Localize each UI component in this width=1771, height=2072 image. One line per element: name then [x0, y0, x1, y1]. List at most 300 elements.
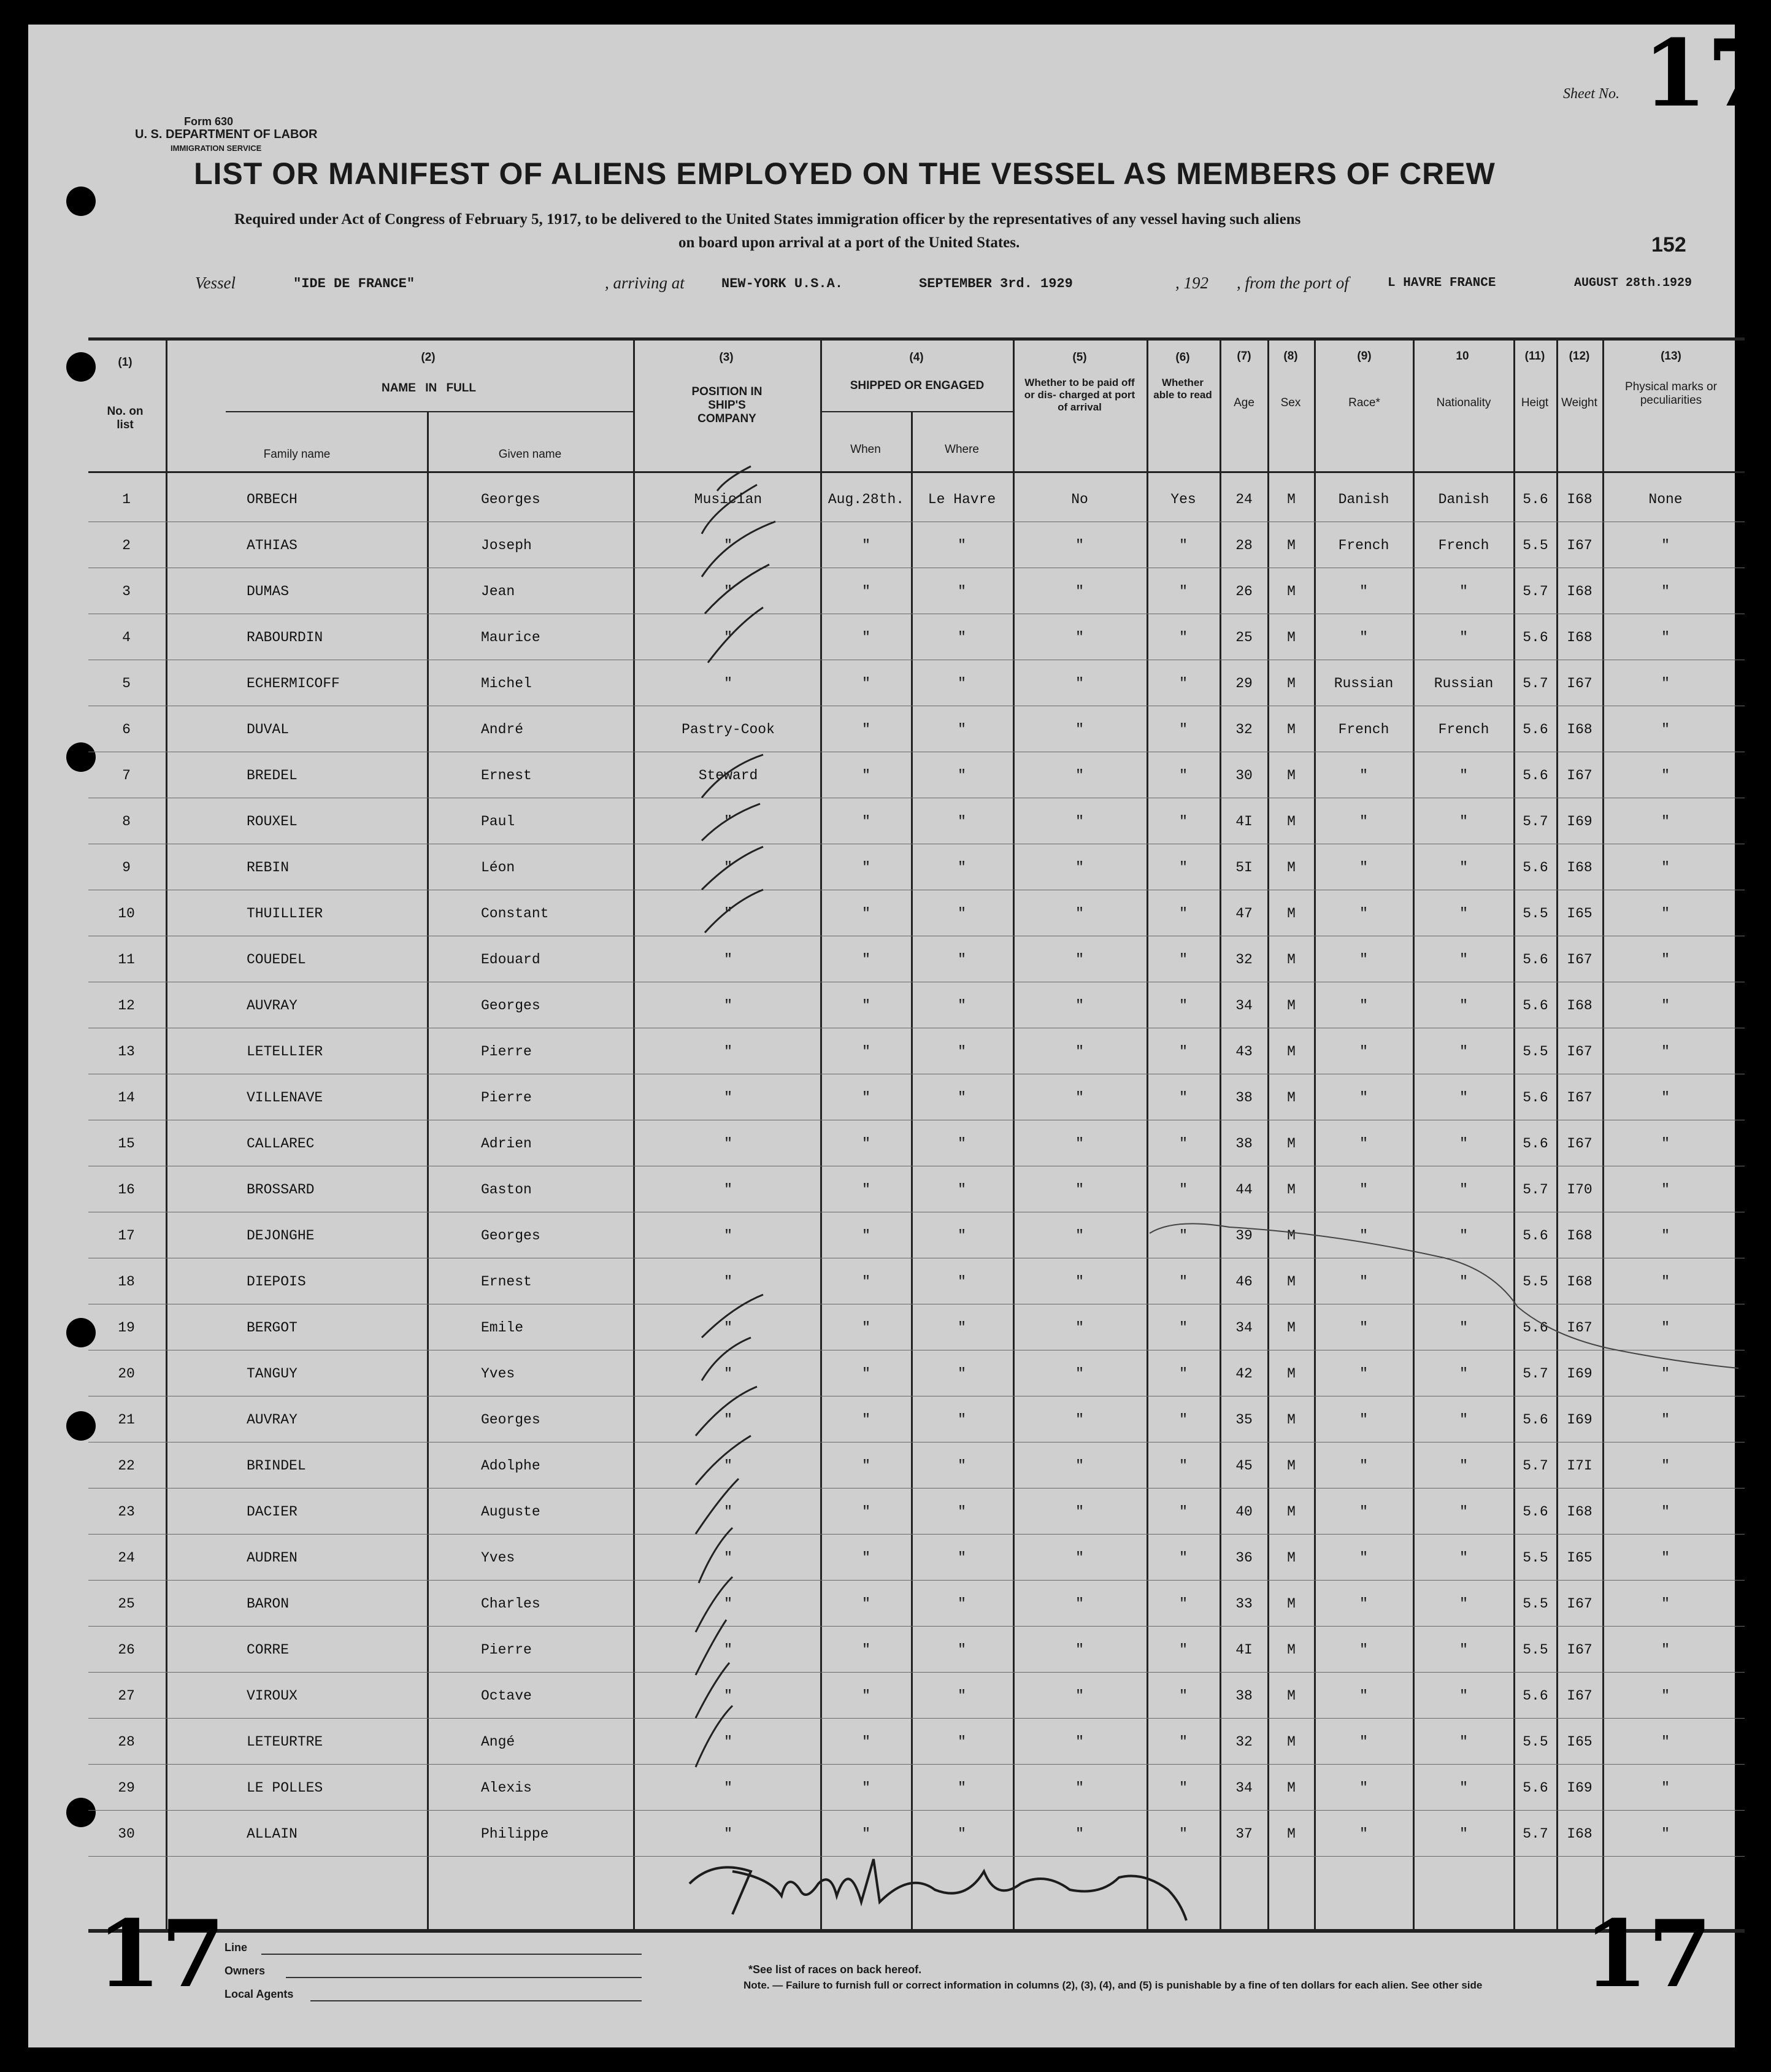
paid-off: ": [1075, 1412, 1084, 1428]
row-number: 23: [118, 1504, 135, 1520]
position: Pastry-Cook: [682, 722, 775, 738]
able-to-read: ": [1179, 1044, 1188, 1060]
position: ": [724, 1044, 732, 1060]
sex: M: [1287, 676, 1296, 691]
shipped-where: ": [958, 860, 966, 876]
nationality: ": [1459, 906, 1468, 922]
given-name: Constant: [481, 906, 549, 922]
position: ": [724, 1182, 732, 1198]
physical-marks: ": [1661, 1182, 1670, 1198]
able-to-read: ": [1179, 1596, 1188, 1612]
physical-marks: ": [1661, 1780, 1670, 1796]
paid-off: ": [1075, 1136, 1084, 1152]
given-name: Adolphe: [481, 1458, 540, 1474]
height: 5.5: [1523, 1734, 1548, 1750]
race: ": [1359, 1642, 1368, 1658]
able-to-read: ": [1179, 583, 1188, 599]
age: 38: [1235, 1136, 1253, 1152]
race: ": [1359, 1826, 1368, 1842]
age: 4I: [1235, 814, 1253, 830]
shipped-where: Le Havre: [928, 491, 996, 507]
able-to-read: ": [1179, 1734, 1188, 1750]
able-to-read: ": [1179, 1090, 1188, 1106]
shipped-when: ": [862, 998, 870, 1014]
shipped-when: ": [862, 1504, 870, 1520]
family-name: AUVRAY: [247, 1412, 298, 1428]
paid-off: ": [1075, 1596, 1084, 1612]
sex: M: [1287, 1182, 1296, 1198]
col2a-header: Family name: [263, 448, 331, 461]
physical-marks: ": [1661, 1320, 1670, 1336]
physical-marks: ": [1661, 906, 1670, 922]
age: 4I: [1235, 1642, 1253, 1658]
paid-off: ": [1075, 1642, 1084, 1658]
shipped-when: ": [862, 1366, 870, 1382]
height: 5.7: [1523, 1366, 1548, 1382]
physical-marks: ": [1661, 1090, 1670, 1106]
paid-off: ": [1075, 1182, 1084, 1198]
age: 32: [1235, 1734, 1253, 1750]
able-to-read: ": [1179, 998, 1188, 1014]
sex: M: [1287, 906, 1296, 922]
col9-number: (9): [1357, 350, 1372, 363]
nationality: French: [1438, 537, 1489, 553]
col1-number: (1): [118, 356, 133, 369]
family-name: AUDREN: [247, 1550, 298, 1566]
shipped-when: ": [862, 1734, 870, 1750]
physical-marks: ": [1661, 1228, 1670, 1244]
race: ": [1359, 1228, 1368, 1244]
shipped-where: ": [958, 906, 966, 922]
height: 5.5: [1523, 1596, 1548, 1612]
sex: M: [1287, 583, 1296, 599]
given-name: Emile: [481, 1320, 524, 1336]
given-name: Georges: [481, 491, 540, 507]
weight: I68: [1567, 998, 1592, 1014]
family-name: ECHERMICOFF: [247, 676, 340, 691]
col11-header: Heigt: [1521, 396, 1549, 409]
given-name: Maurice: [481, 630, 540, 645]
col10-header: Nationality: [1436, 396, 1491, 409]
sex: M: [1287, 1504, 1296, 1520]
paid-off: ": [1075, 722, 1084, 738]
shipped-when: ": [862, 1044, 870, 1060]
position: ": [724, 1596, 732, 1612]
row-number: 9: [122, 860, 131, 876]
physical-marks: ": [1661, 1826, 1670, 1842]
age: 47: [1235, 906, 1253, 922]
age: 42: [1235, 1366, 1253, 1382]
row-number: 28: [118, 1734, 135, 1750]
paid-off: ": [1075, 537, 1084, 553]
shipped-where: ": [958, 1596, 966, 1612]
paid-off: ": [1075, 952, 1084, 968]
position: ": [724, 1688, 732, 1704]
nationality: ": [1459, 1090, 1468, 1106]
year-suffix: , 192: [1175, 274, 1208, 292]
shipped-when: ": [862, 1642, 870, 1658]
row-number: 14: [118, 1090, 135, 1106]
owners-label: Owners: [225, 1965, 266, 1977]
physical-marks: None: [1648, 491, 1683, 507]
family-name: LE POLLES: [247, 1780, 323, 1796]
shipped-where: ": [958, 1136, 966, 1152]
weight: I70: [1567, 1182, 1592, 1198]
weight: I7I: [1567, 1458, 1592, 1474]
physical-marks: ": [1661, 1596, 1670, 1612]
paid-off: ": [1075, 1228, 1084, 1244]
race: ": [1359, 1596, 1368, 1612]
height: 5.5: [1523, 1550, 1548, 1566]
page-number: 152: [1651, 233, 1686, 256]
col3-header: POSITION IN SHIP'S COMPANY: [691, 385, 763, 425]
age: 43: [1235, 1044, 1253, 1060]
age: 34: [1235, 998, 1253, 1014]
family-name: BERGOT: [247, 1320, 298, 1336]
height: 5.5: [1523, 906, 1548, 922]
nationality: ": [1459, 998, 1468, 1014]
nationality: Russian: [1434, 676, 1494, 691]
weight: I68: [1567, 1826, 1592, 1842]
sheet-label: Sheet No.: [1563, 86, 1619, 102]
col4a-header: When: [850, 443, 881, 456]
paid-off: ": [1075, 1458, 1084, 1474]
weight: I67: [1567, 537, 1592, 553]
weight: I68: [1567, 583, 1592, 599]
shipped-where: ": [958, 1182, 966, 1198]
row-number: 20: [118, 1366, 135, 1382]
col5-header: Whether to be paid off or dis- charged at port of arrival: [1024, 377, 1135, 413]
age: 39: [1235, 1228, 1253, 1244]
row-rule: [88, 1626, 1745, 1627]
given-name: Michel: [481, 676, 532, 691]
race: ": [1359, 1734, 1368, 1750]
shipped-where: ": [958, 722, 966, 738]
able-to-read: ": [1179, 1458, 1188, 1474]
paid-off: ": [1075, 1550, 1084, 1566]
position: ": [724, 537, 732, 553]
shipped-where: ": [958, 952, 966, 968]
paid-off: ": [1075, 906, 1084, 922]
sex: M: [1287, 1780, 1296, 1796]
physical-marks: ": [1661, 1412, 1670, 1428]
col4-header: SHIPPED OR ENGAGED: [850, 379, 985, 392]
height: 5.7: [1523, 1826, 1548, 1842]
height: 5.6: [1523, 1228, 1548, 1244]
sex: M: [1287, 722, 1296, 738]
race: ": [1359, 860, 1368, 876]
row-number: 11: [118, 952, 135, 968]
nationality: ": [1459, 1228, 1468, 1244]
family-name: DACIER: [247, 1504, 298, 1520]
physical-marks: ": [1661, 1274, 1670, 1290]
position: ": [724, 1550, 732, 1566]
nationality: French: [1438, 722, 1489, 738]
row-rule: [88, 1488, 1745, 1489]
shipped-when: ": [862, 906, 870, 922]
height: 5.7: [1523, 583, 1548, 599]
shipped-when: ": [862, 768, 870, 784]
shipped-where: ": [958, 1642, 966, 1658]
given-name: Yves: [481, 1550, 515, 1566]
nationality: ": [1459, 1596, 1468, 1612]
sex: M: [1287, 1826, 1296, 1842]
position: Steward: [698, 768, 758, 784]
weight: I67: [1567, 1688, 1592, 1704]
position: ": [724, 1228, 732, 1244]
row-number: 4: [122, 630, 131, 645]
family-name: RABOURDIN: [247, 630, 323, 645]
given-name: Gaston: [481, 1182, 532, 1198]
shipped-where: ": [958, 814, 966, 830]
race: ": [1359, 998, 1368, 1014]
shipped-where: ": [958, 630, 966, 645]
race: ": [1359, 1090, 1368, 1106]
nationality: ": [1459, 1136, 1468, 1152]
given-name: Auguste: [481, 1504, 540, 1520]
race: ": [1359, 768, 1368, 784]
shipped-where: ": [958, 1826, 966, 1842]
col8-number: (8): [1283, 350, 1298, 363]
department: U. S. DEPARTMENT OF LABOR: [135, 128, 318, 141]
height: 5.5: [1523, 1044, 1548, 1060]
row-number: 21: [118, 1412, 135, 1428]
col9-header: Race*: [1348, 396, 1380, 409]
age: 5I: [1235, 860, 1253, 876]
shipped-where: ": [958, 1688, 966, 1704]
race: ": [1359, 1182, 1368, 1198]
sex: M: [1287, 814, 1296, 830]
physical-marks: ": [1661, 1688, 1670, 1704]
col1-header: No. on list: [107, 405, 144, 431]
physical-marks: ": [1661, 1504, 1670, 1520]
sex: M: [1287, 1458, 1296, 1474]
sex: M: [1287, 1688, 1296, 1704]
family-name: DUMAS: [247, 583, 290, 599]
race: ": [1359, 814, 1368, 830]
able-to-read: ": [1179, 1780, 1188, 1796]
given-name: Pierre: [481, 1642, 532, 1658]
weight: I67: [1567, 1596, 1592, 1612]
shipped-when: ": [862, 1596, 870, 1612]
shipped-when: ": [862, 1458, 870, 1474]
age: 38: [1235, 1090, 1253, 1106]
arrival-date: SEPTEMBER 3rd. 1929: [919, 276, 1073, 291]
paid-off: ": [1075, 1826, 1084, 1842]
row-number: 29: [118, 1780, 135, 1796]
shipped-where: ": [958, 537, 966, 553]
position: ": [724, 1320, 732, 1336]
shipped-where: ": [958, 1274, 966, 1290]
position: ": [724, 1458, 732, 1474]
position: Musician: [694, 491, 763, 507]
shipped-where: ": [958, 1090, 966, 1106]
sex: M: [1287, 1320, 1296, 1336]
shipped-where: ": [958, 768, 966, 784]
physical-marks: ": [1661, 952, 1670, 968]
penalty-note: Note. — Failure to furnish full or correct information in columns (2), (3), (4), and (5) is punishable by a fine of ten dollars for each alien. See other side: [743, 1979, 1483, 1991]
shipped-where: ": [958, 1734, 966, 1750]
nationality: ": [1459, 768, 1468, 784]
sex: M: [1287, 1228, 1296, 1244]
crew-table: [88, 337, 1745, 1933]
position: ": [724, 906, 732, 922]
age: 29: [1235, 676, 1253, 691]
sex: M: [1287, 491, 1296, 507]
subtitle-line-2: on board upon arrival at a port of the United States.: [678, 234, 1020, 251]
weight: I67: [1567, 768, 1592, 784]
weight: I65: [1567, 906, 1592, 922]
weight: I67: [1567, 1090, 1592, 1106]
row-number: 1: [122, 491, 131, 507]
height: 5.6: [1523, 1688, 1548, 1704]
shipped-when: ": [862, 1228, 870, 1244]
shipped-when: ": [862, 1412, 870, 1428]
race: ": [1359, 630, 1368, 645]
physical-marks: ": [1661, 1136, 1670, 1152]
given-name: Adrien: [481, 1136, 532, 1152]
weight: I68: [1567, 491, 1592, 507]
shipped-when: ": [862, 1688, 870, 1704]
shipped-when: ": [862, 722, 870, 738]
able-to-read: ": [1179, 1412, 1188, 1428]
family-name: DIEPOIS: [247, 1274, 306, 1290]
sex: M: [1287, 1734, 1296, 1750]
line-label: Line: [225, 1941, 248, 1954]
physical-marks: ": [1661, 1734, 1670, 1750]
physical-marks: ": [1661, 1366, 1670, 1382]
weight: I67: [1567, 1136, 1592, 1152]
family-name: LETEURTRE: [247, 1734, 323, 1750]
able-to-read: ": [1179, 1642, 1188, 1658]
row-rule: [88, 1810, 1745, 1811]
able-to-read: ": [1179, 1504, 1188, 1520]
nationality: ": [1459, 860, 1468, 876]
manifest-page: [28, 20, 1771, 2047]
shipped-where: ": [958, 1228, 966, 1244]
arriving-label: , arriving at: [605, 274, 685, 292]
sheet-number: 17: [1643, 20, 1771, 128]
race: ": [1359, 1366, 1368, 1382]
able-to-read: ": [1179, 814, 1188, 830]
height: 5.7: [1523, 1182, 1548, 1198]
given-name: Pierre: [481, 1044, 532, 1060]
given-name: Georges: [481, 1412, 540, 1428]
position: ": [724, 998, 732, 1014]
given-name: Edouard: [481, 952, 540, 968]
paid-off: ": [1075, 768, 1084, 784]
age: 32: [1235, 722, 1253, 738]
position: ": [724, 1504, 732, 1520]
col3-number: (3): [719, 351, 734, 364]
paid-off: ": [1075, 1044, 1084, 1060]
position: ": [724, 676, 732, 691]
nationality: ": [1459, 1458, 1468, 1474]
weight: I68: [1567, 722, 1592, 738]
row-number: 19: [118, 1320, 135, 1336]
age: 37: [1235, 1826, 1253, 1842]
family-name: BREDEL: [247, 768, 298, 784]
subtitle-line-1: Required under Act of Congress of February 5, 1917, to be delivered to the United States immigration officer by the representatives of any vessel having such aliens: [234, 211, 1301, 228]
weight: I69: [1567, 1780, 1592, 1796]
stamp-left: 17: [97, 1900, 225, 2008]
row-number: 18: [118, 1274, 135, 1290]
position: ": [724, 952, 732, 968]
shipped-where: ": [958, 676, 966, 691]
shipped-where: ": [958, 1320, 966, 1336]
shipped-where: ": [958, 1458, 966, 1474]
col5-number: (5): [1072, 351, 1087, 364]
row-number: 6: [122, 722, 131, 738]
able-to-read: ": [1179, 860, 1188, 876]
weight: I68: [1567, 1228, 1592, 1244]
position: ": [724, 1642, 732, 1658]
race: ": [1359, 1688, 1368, 1704]
nationality: ": [1459, 1688, 1468, 1704]
row-rule: [88, 1672, 1745, 1673]
race: ": [1359, 583, 1368, 599]
shipped-when: ": [862, 1182, 870, 1198]
row-number: 27: [118, 1688, 135, 1704]
sex: M: [1287, 998, 1296, 1014]
col4-number: (4): [909, 351, 924, 364]
from-label: , from the port of: [1237, 274, 1349, 292]
row-number: 16: [118, 1182, 135, 1198]
weight: I65: [1567, 1734, 1592, 1750]
able-to-read: ": [1179, 952, 1188, 968]
height: 5.6: [1523, 1780, 1548, 1796]
paid-off: ": [1075, 676, 1084, 691]
paper-tear: [1150, 1221, 1738, 1368]
row-number: 26: [118, 1642, 135, 1658]
nationality: ": [1459, 952, 1468, 968]
weight: I67: [1567, 1642, 1592, 1658]
position: ": [724, 860, 732, 876]
weight: I69: [1567, 1366, 1592, 1382]
row-number: 22: [118, 1458, 135, 1474]
punch-hole: [66, 187, 96, 216]
given-name: Angé: [481, 1734, 515, 1750]
physical-marks: ": [1661, 768, 1670, 784]
weight: I68: [1567, 860, 1592, 876]
row-number: 5: [122, 676, 131, 691]
col2b-header: Given name: [498, 448, 562, 461]
race: ": [1359, 1550, 1368, 1566]
family-name: ROUXEL: [247, 814, 298, 830]
able-to-read: ": [1179, 1274, 1188, 1290]
given-name: Paul: [481, 814, 515, 830]
paid-off: ": [1075, 1274, 1084, 1290]
shipped-when: ": [862, 814, 870, 830]
height: 5.6: [1523, 1504, 1548, 1520]
nationality: ": [1459, 1826, 1468, 1842]
given-name: Léon: [481, 860, 515, 876]
age: 40: [1235, 1504, 1253, 1520]
sex: M: [1287, 1596, 1296, 1612]
col12-header: Weight: [1561, 396, 1597, 409]
shipped-where: ": [958, 1780, 966, 1796]
race: ": [1359, 906, 1368, 922]
race: ": [1359, 1412, 1368, 1428]
row-number: 10: [118, 906, 135, 922]
page-title: LIST OR MANIFEST OF ALIENS EMPLOYED ON THE VESSEL AS MEMBERS OF CREW: [194, 156, 1496, 191]
position: ": [724, 1136, 732, 1152]
physical-marks: ": [1661, 998, 1670, 1014]
race: ": [1359, 1274, 1368, 1290]
family-name: DEJONGHE: [247, 1228, 315, 1244]
shipped-where: ": [958, 1412, 966, 1428]
row-rule: [88, 1580, 1745, 1581]
